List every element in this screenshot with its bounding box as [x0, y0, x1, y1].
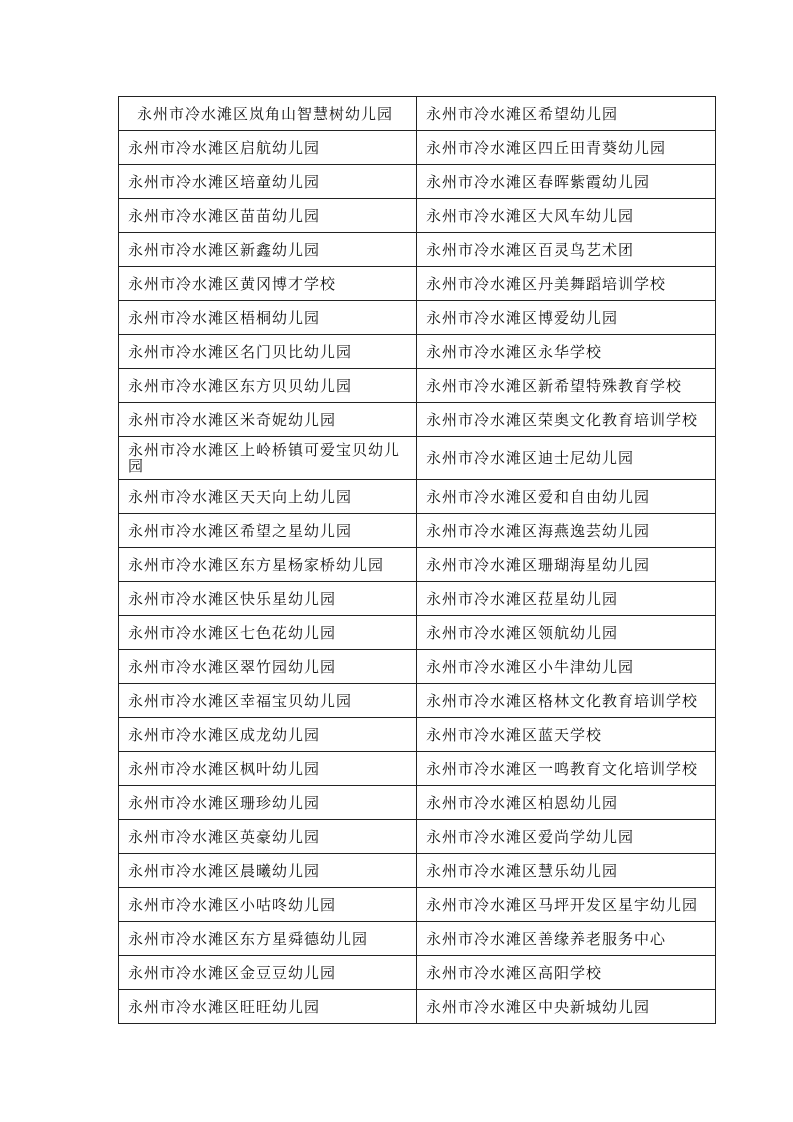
table-cell: 永州市冷水滩区英豪幼儿园 — [119, 820, 417, 854]
table-cell: 永州市冷水滩区希望之星幼儿园 — [119, 514, 417, 548]
table-cell: 永州市冷水滩区苗苗幼儿园 — [119, 199, 417, 233]
table-row — [119, 820, 716, 854]
table-cell: 永州市冷水滩区东方贝贝幼儿园 — [119, 369, 417, 403]
table-cell: 永州市冷水滩区永华学校 — [417, 335, 716, 369]
table-cell: 永州市冷水滩区梧桐幼儿园 — [119, 301, 417, 335]
table-row — [119, 97, 716, 131]
table-cell: 永州市冷水滩区东方星舜德幼儿园 — [119, 922, 417, 956]
table-cell: 永州市冷水滩区岚角山智慧树幼儿园 — [119, 97, 417, 131]
table-cell: 永州市冷水滩区慧乐幼儿园 — [417, 854, 716, 888]
table-cell: 永州市冷水滩区迪士尼幼儿园 — [417, 437, 716, 480]
table-cell: 永州市冷水滩区新鑫幼儿园 — [119, 233, 417, 267]
table-cell: 永州市冷水滩区晨曦幼儿园 — [119, 854, 417, 888]
table-row — [119, 335, 716, 369]
table-row — [119, 369, 716, 403]
table-row — [119, 582, 716, 616]
table-row — [119, 267, 716, 301]
table-cell: 永州市冷水滩区善缘养老服务中心 — [417, 922, 716, 956]
table-cell: 永州市冷水滩区爱尚学幼儿园 — [417, 820, 716, 854]
table-cell: 永州市冷水滩区启航幼儿园 — [119, 131, 417, 165]
table-row — [119, 437, 716, 480]
table-row — [119, 888, 716, 922]
table-cell: 永州市冷水滩区快乐星幼儿园 — [119, 582, 417, 616]
table-cell: 永州市冷水滩区高阳学校 — [417, 956, 716, 990]
table-cell: 永州市冷水滩区枫叶幼儿园 — [119, 752, 417, 786]
table-cell: 永州市冷水滩区四丘田青葵幼儿园 — [417, 131, 716, 165]
table-row — [119, 199, 716, 233]
table-cell: 永州市冷水滩区米奇妮幼儿园 — [119, 403, 417, 437]
table-cell: 永州市冷水滩区春晖紫霞幼儿园 — [417, 165, 716, 199]
table-row — [119, 956, 716, 990]
table-row — [119, 233, 716, 267]
table-cell: 永州市冷水滩区黄冈博才学校 — [119, 267, 417, 301]
table-row — [119, 786, 716, 820]
table-cell: 永州市冷水滩区荣奥文化教育培训学校 — [417, 403, 716, 437]
table-cell: 永州市冷水滩区小咕咚幼儿园 — [119, 888, 417, 922]
table-cell: 永州市冷水滩区格林文化教育培训学校 — [417, 684, 716, 718]
table-cell: 永州市冷水滩区幸福宝贝幼儿园 — [119, 684, 417, 718]
table-row — [119, 650, 716, 684]
table-cell: 永州市冷水滩区菈星幼儿园 — [417, 582, 716, 616]
table-cell: 永州市冷水滩区大风车幼儿园 — [417, 199, 716, 233]
table-cell: 永州市冷水滩区马坪开发区星宇幼儿园 — [417, 888, 716, 922]
table-row — [119, 403, 716, 437]
table-cell: 永州市冷水滩区七色花幼儿园 — [119, 616, 417, 650]
table-row — [119, 616, 716, 650]
table-cell: 永州市冷水滩区名门贝比幼儿园 — [119, 335, 417, 369]
table-cell: 永州市冷水滩区爱和自由幼儿园 — [417, 480, 716, 514]
table-cell: 永州市冷水滩区珊瑚海星幼儿园 — [417, 548, 716, 582]
table-row — [119, 718, 716, 752]
table-cell: 永州市冷水滩区上岭桥镇可爱宝贝幼儿园 — [119, 437, 417, 480]
table-cell: 永州市冷水滩区小牛津幼儿园 — [417, 650, 716, 684]
table-cell: 永州市冷水滩区领航幼儿园 — [417, 616, 716, 650]
table-cell: 永州市冷水滩区蓝天学校 — [417, 718, 716, 752]
table-cell: 永州市冷水滩区博爱幼儿园 — [417, 301, 716, 335]
table-cell: 永州市冷水滩区百灵鸟艺术团 — [417, 233, 716, 267]
table-cell: 永州市冷水滩区旺旺幼儿园 — [119, 990, 417, 1024]
table-cell: 永州市冷水滩区珊珍幼儿园 — [119, 786, 417, 820]
table-row — [119, 684, 716, 718]
table-cell: 永州市冷水滩区东方星杨家桥幼儿园 — [119, 548, 417, 582]
table-row — [119, 480, 716, 514]
table-cell: 永州市冷水滩区培童幼儿园 — [119, 165, 417, 199]
organization-list-table — [118, 96, 716, 1024]
table-row — [119, 854, 716, 888]
table-cell: 永州市冷水滩区翠竹园幼儿园 — [119, 650, 417, 684]
table-row — [119, 514, 716, 548]
table-cell: 永州市冷水滩区金豆豆幼儿园 — [119, 956, 417, 990]
table-row — [119, 301, 716, 335]
table-cell: 永州市冷水滩区丹美舞蹈培训学校 — [417, 267, 716, 301]
table-row — [119, 990, 716, 1024]
table-row — [119, 165, 716, 199]
table-cell: 永州市冷水滩区新希望特殊教育学校 — [417, 369, 716, 403]
table-cell: 永州市冷水滩区成龙幼儿园 — [119, 718, 417, 752]
table-cell: 永州市冷水滩区一鸣教育文化培训学校 — [417, 752, 716, 786]
table-row — [119, 922, 716, 956]
table-row — [119, 131, 716, 165]
table-row — [119, 752, 716, 786]
table-cell: 永州市冷水滩区希望幼儿园 — [417, 97, 716, 131]
table-cell: 永州市冷水滩区天天向上幼儿园 — [119, 480, 417, 514]
table-cell: 永州市冷水滩区中央新城幼儿园 — [417, 990, 716, 1024]
table-cell: 永州市冷水滩区海燕逸芸幼儿园 — [417, 514, 716, 548]
table-row — [119, 548, 716, 582]
table-cell: 永州市冷水滩区柏恩幼儿园 — [417, 786, 716, 820]
